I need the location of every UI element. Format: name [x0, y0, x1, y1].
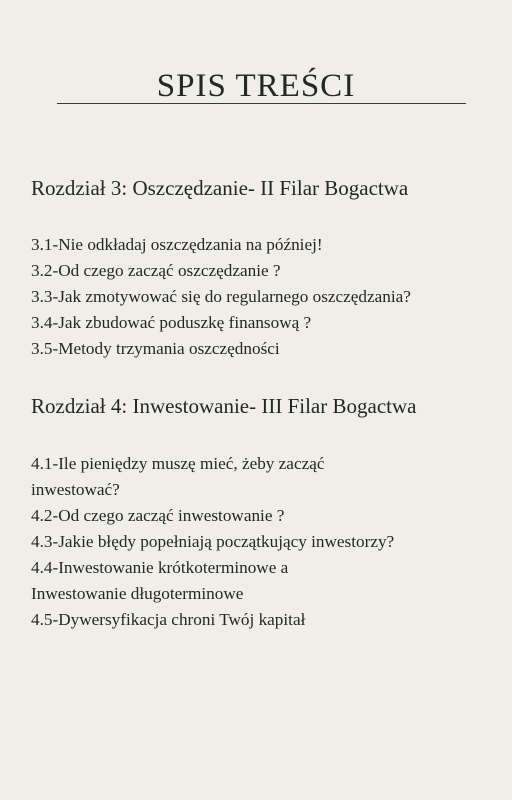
chapter-3-heading: Rozdział 3: Oszczędzanie- II Filar Bogactwa — [31, 176, 409, 200]
toc-item-3-1: 3.1-Nie odkładaj oszczędzania na później! — [31, 235, 323, 254]
toc-item-3-3: 3.3-Jak zmotywować się do regularnego oszczędzania? — [31, 287, 411, 306]
toc-item-4-4-cont: Inwestowanie długoterminowe — [31, 584, 244, 603]
chapter-4-heading: Rozdział 4: Inwestowanie- III Filar Bogactwa — [31, 394, 417, 418]
chapter-4-list — [31, 451, 491, 633]
chapter-3-list — [31, 232, 491, 362]
toc-item-3-5: 3.5-Metody trzymania oszczędności — [31, 339, 280, 358]
toc-item-3-2: 3.2-Od czego zacząć oszczędzanie ? — [31, 261, 281, 280]
toc-item-4-3: 4.3-Jakie błędy popełniają początkujący inwestorzy? — [31, 532, 395, 551]
toc-item-4-2: 4.2-Od czego zacząć inwestowanie ? — [31, 506, 285, 525]
toc-item-3-4: 3.4-Jak zbudować poduszkę finansową ? — [31, 313, 312, 332]
toc-item-4-4: 4.4-Inwestowanie krótkoterminowe a — [31, 558, 289, 577]
page-title: SPIS TREŚCI — [156, 68, 356, 104]
toc-item-4-1-cont: inwestować? — [31, 480, 120, 499]
toc-item-4-5: 4.5-Dywersyfikacja chroni Twój kapitał — [31, 610, 306, 629]
title-underline — [57, 103, 466, 104]
toc-item-4-1: 4.1-Ile pieniędzy muszę mieć, żeby zacząć — [31, 454, 325, 473]
